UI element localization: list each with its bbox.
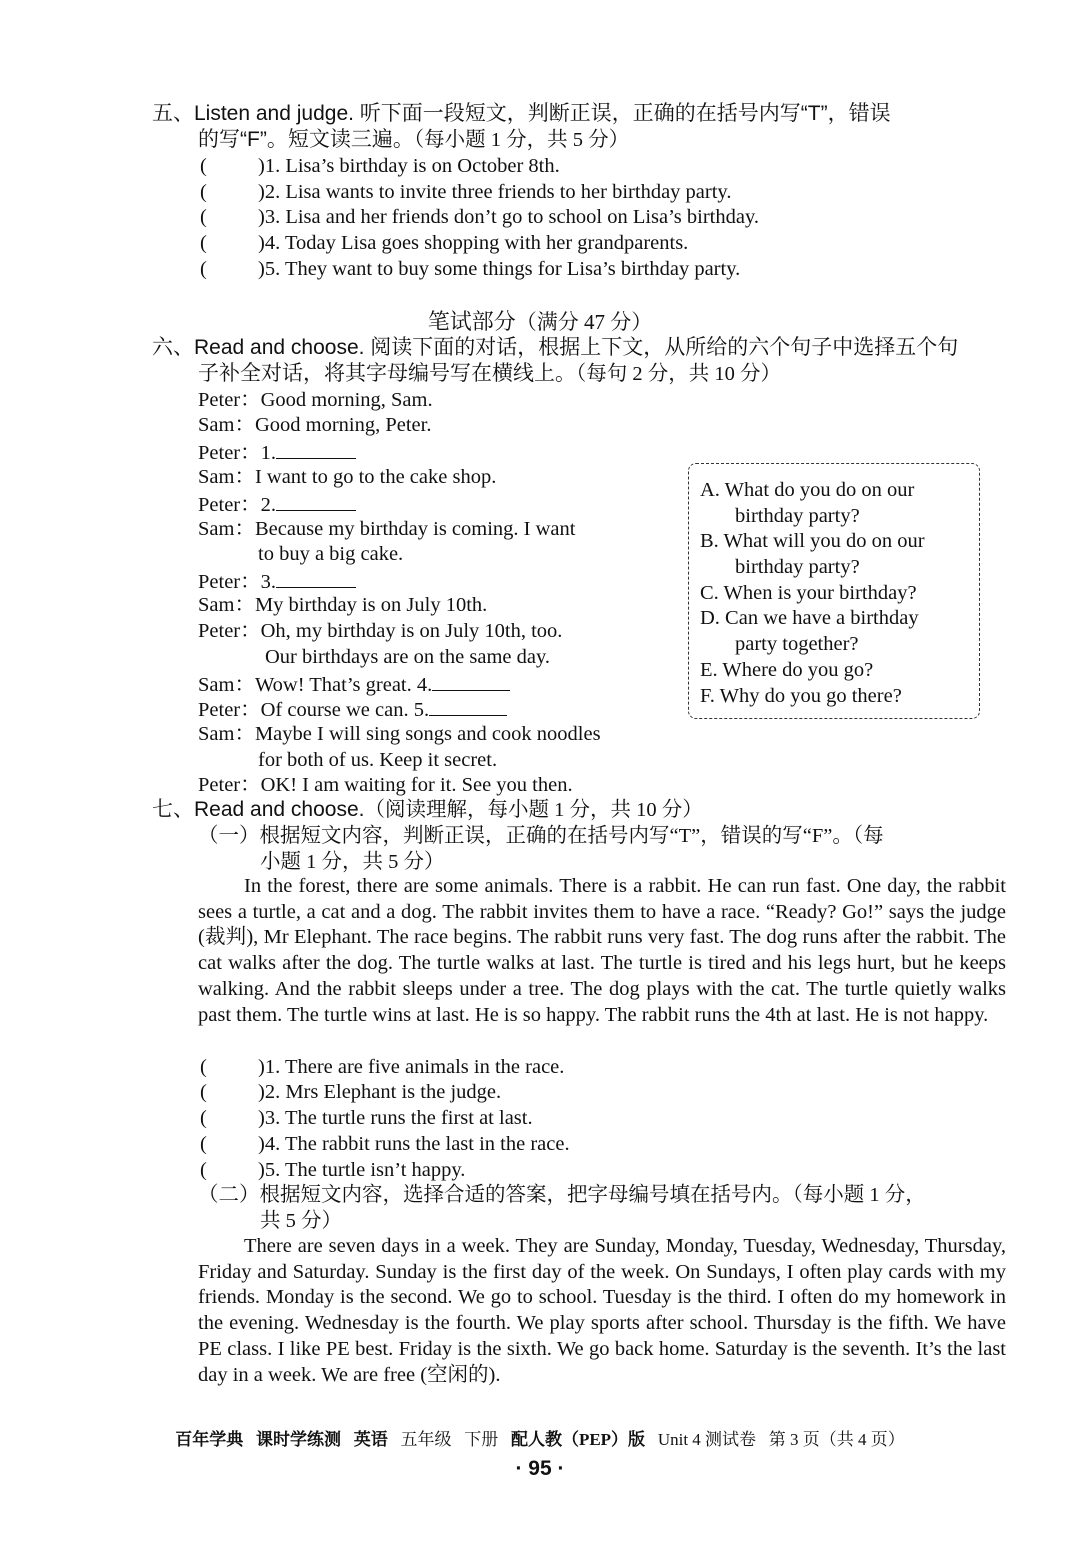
option-b-cont: birthday party?	[735, 556, 860, 578]
section5-item-text: )2. Lisa wants to invite three friends to her birthday party.	[258, 181, 732, 203]
page-number: · 95 ·	[515, 1457, 565, 1480]
section5-item-text: )3. Lisa and her friends don’t go to school on Lisa’s birthday.	[258, 206, 760, 228]
dialogue-line-12-cont: for both of us. Keep it secret.	[258, 749, 498, 771]
dialogue-text: Peter：Of course we can. 5.	[198, 699, 430, 721]
page-footer	[0, 1429, 1080, 1451]
footer-subject: 英语	[353, 1430, 388, 1449]
section6-heading-line2	[198, 361, 781, 387]
section5-heading-score: （每小题 1 分，共 5 分）	[413, 129, 630, 151]
dialogue-text: Sam：Wow! That’s great. 4.	[198, 674, 433, 696]
answer-paren: (	[200, 155, 207, 177]
answer-blank-3[interactable]	[276, 567, 356, 588]
section7-heading-a: 七、Read and choose.	[152, 798, 365, 821]
dialogue-line-12: Sam：Maybe I will sing songs and cook noodles	[198, 723, 601, 745]
part2-instruction-line1: （二）根据短文内容，选择合适的答案，把字母编号填在括号内。（每小题 1 分，	[198, 1184, 926, 1206]
dialogue-line-6-cont: to buy a big cake.	[258, 543, 404, 565]
option-a-cont: birthday party?	[735, 505, 860, 527]
answer-blank-4[interactable]	[432, 670, 510, 691]
dialogue-line-9-cont: Our birthdays are on the same day.	[265, 646, 551, 668]
part2-instruction-line2: 共 5 分）	[260, 1210, 342, 1232]
footer-volume: 下册	[464, 1430, 499, 1449]
answer-paren: (	[200, 258, 207, 280]
dialogue-line-4: Sam：I want to go to the cake shop.	[198, 466, 497, 488]
dialogue-line-9: Peter：Oh, my birthday is on July 10th, too.	[198, 620, 563, 642]
section7-item-text: )5. The turtle isn’t happy.	[258, 1159, 466, 1181]
dialogue-line-1: Peter：Good morning, Sam.	[198, 389, 433, 411]
dialogue-line-10	[198, 670, 510, 698]
section5-item-text: )1. Lisa’s birthday is on October 8th.	[258, 155, 560, 177]
section7-item-text: )1. There are five animals in the race.	[258, 1056, 565, 1078]
option-d-cont: party together?	[735, 633, 859, 655]
answer-paren: (	[200, 181, 207, 203]
dialogue-text: Peter：1.	[198, 442, 276, 464]
dialogue-line-5	[198, 490, 356, 518]
section7-item-text: )2. Mrs Elephant is the judge.	[258, 1081, 502, 1103]
section5-heading-line2-a: 的写“F”。短文读三遍。	[198, 128, 414, 151]
option-c: C. When is your birthday?	[700, 582, 917, 604]
dialogue-line-2: Sam：Good morning, Peter.	[198, 414, 432, 436]
answer-paren: (	[200, 206, 207, 228]
option-b: B. What will you do on our	[700, 530, 925, 552]
reading-passage-2: There are seven days in a week. They are Sunday, Monday, Tuesday, Wednesday, Thursday, Friday and Saturday. Sunday is the first day of the week. On Sundays, I often play cards with my friends. Monday is the second. We go to school. Tuesday is the third. I often do my homework in the evening. Wednesday is the fourth. We play sports after school. Thursday is the fifth. We have PE class. I like PE best. Friday is the sixth. We go back home. Saturday is the seventh. It’s the last day in a week. We are free (空闲的).	[198, 1235, 1006, 1386]
dialogue-text: Peter：2.	[198, 494, 276, 516]
section7-item-text: )4. The rabbit runs the last in the race.	[258, 1133, 570, 1155]
reading-passage-1: In the forest, there are some animals. There is a rabbit. He can run fast. One day, the rabbit sees a turtle, a cat and a dog. The rabbit invites them to have a race. “Ready? Go!” says the judge (裁判), Mr Elephant. The race begins. The rabbit runs very fast. The dog runs after the rabbit. The cat walks after the dog. The turtle walks at last. The turtle is tired and his legs hurt, but he keeps walking. And the rabbit sleeps under a tree. The dog plays with the cat. The turtle quietly walks past them. The turtle wins at last. He is so happy. The rabbit runs the 4th at last. He is not happy.	[198, 875, 1006, 1026]
dialogue-line-11	[198, 695, 507, 723]
dialogue-line-3	[198, 438, 356, 466]
section5-item-text: )5. They want to buy some things for Lisa’s birthday party.	[258, 258, 741, 280]
section6-heading-line1: 六、Read and choose. 阅读下面的对话，根据上下文，从所给的六个句子中选择五个句	[152, 336, 959, 359]
options-box	[688, 463, 980, 719]
dialogue-line-7	[198, 567, 356, 595]
answer-paren: (	[200, 232, 207, 254]
section7-heading	[152, 797, 703, 823]
answer-paren: (	[200, 1133, 207, 1155]
footer-brand: 百年学典	[175, 1430, 244, 1449]
answer-blank-2[interactable]	[276, 490, 356, 511]
answer-paren: (	[200, 1159, 207, 1181]
section5-item-text: )4. Today Lisa goes shopping with her grandparents.	[258, 232, 689, 254]
section6-heading-score: （每句 2 分，共 10 分）	[576, 363, 781, 385]
section5-heading-line2	[198, 127, 629, 153]
dialogue-line-6: Sam：Because my birthday is coming. I want	[198, 518, 576, 540]
option-a: A. What do you do on our	[700, 479, 915, 501]
answer-blank-1[interactable]	[276, 438, 356, 459]
footer-series: 课时学练测	[255, 1430, 341, 1449]
option-f: F. Why do you go there?	[700, 685, 902, 707]
footer-grade: 五年级	[400, 1430, 452, 1449]
answer-paren: (	[200, 1056, 207, 1078]
dialogue-text: Peter：3.	[198, 571, 276, 593]
option-e: E. Where do you go?	[700, 659, 874, 681]
answer-paren: (	[200, 1107, 207, 1129]
option-d: D. Can we have a birthday	[700, 607, 919, 629]
section5-heading-line1: 五、Listen and judge. 听下面一段短文，判断正误，正确的在括号内写“T”，错误	[152, 102, 891, 125]
dialogue-line-8: Sam：My birthday is on July 10th.	[198, 594, 488, 616]
footer-edition: 配人教（PEP）版	[510, 1430, 646, 1449]
part1-instruction-line2: 小题 1 分，共 5 分）	[260, 851, 445, 873]
written-part-title	[0, 308, 1080, 336]
section7-item-text: )3. The turtle runs the first at last.	[258, 1107, 533, 1129]
footer-unit: Unit 4 测试卷	[657, 1430, 757, 1449]
section6-heading-line2-a: 子补全对话，将其字母编号写在横线上。	[198, 362, 576, 385]
written-title: 笔试部分	[427, 309, 516, 334]
section7-heading-score: （阅读理解，每小题 1 分，共 10 分）	[364, 799, 703, 821]
answer-paren: (	[200, 1081, 207, 1103]
written-score: （满分 47 分）	[515, 310, 653, 334]
answer-blank-5[interactable]	[429, 695, 507, 716]
footer-page-info: 第 3 页（共 4 页）	[768, 1430, 905, 1449]
dialogue-line-13: Peter：OK! I am waiting for it. See you then.	[198, 774, 573, 796]
part1-instruction-line1: （一）根据短文内容，判断正误，正确的在括号内写“T”，错误的写“F”。（每	[198, 825, 884, 847]
